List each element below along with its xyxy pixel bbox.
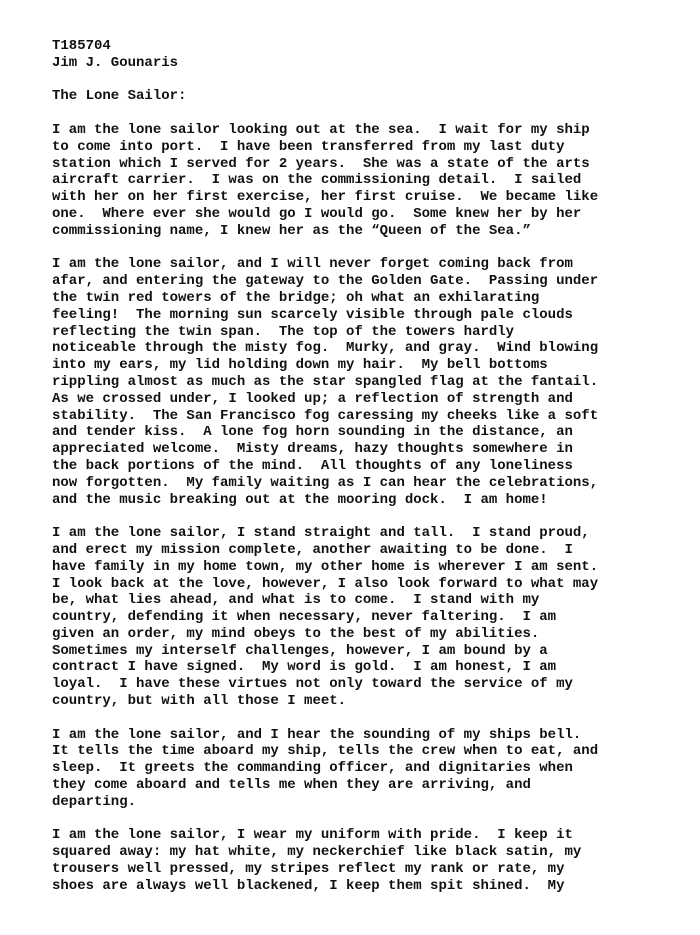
- text-line: rippling almost as much as the star spangled flag at the fantail.: [52, 373, 599, 390]
- paragraph-3: [52, 525, 692, 710]
- text-line: As we crossed under, I looked up; a reflection of strength and: [52, 390, 573, 407]
- document-title: The Lone Sailor:: [52, 88, 187, 105]
- paragraph-4: [52, 727, 692, 811]
- text-line: feeling! The morning sun scarcely visible through pale clouds: [52, 306, 573, 323]
- text-line: contract I have signed. My word is gold. I am honest, I am: [52, 659, 557, 676]
- text-line: and erect my mission complete, another awaiting to be done. I: [52, 541, 573, 558]
- paragraph-5: [52, 827, 692, 894]
- text-line: have family in my home town, my other home is wherever I am sent.: [52, 558, 599, 575]
- text-line: with her on her first exercise, her first cruise. We became like: [52, 189, 599, 206]
- text-line: country, defending it when necessary, never faltering. I am: [52, 609, 557, 626]
- text-line: It tells the time aboard my ship, tells the crew when to eat, and: [52, 743, 599, 760]
- text-line: aircraft carrier. I was on the commissioning detail. I sailed: [52, 172, 582, 189]
- paragraph-1: [52, 122, 692, 240]
- text-line: loyal. I have these virtues not only toward the service of my: [52, 676, 573, 693]
- text-line: I am the lone sailor, I stand straight and tall. I stand proud,: [52, 525, 590, 542]
- document-id: T185704: [52, 38, 111, 54]
- text-line: into my ears, my lid holding down my hair. My bell bottoms: [52, 357, 548, 374]
- text-line: station which I served for 2 years. She was a state of the arts: [52, 155, 590, 172]
- text-line: reflecting the twin span. The top of the towers hardly: [52, 323, 515, 340]
- text-line: I am the lone sailor, I wear my uniform with pride. I keep it: [52, 827, 573, 844]
- text-line: and the music breaking out at the mooring dock. I am home!: [52, 491, 548, 508]
- text-line: now forgotten. My family waiting as I can hear the celebrations,: [52, 474, 599, 491]
- text-line: appreciated welcome. Misty dreams, hazy thoughts somewhere in: [52, 441, 573, 458]
- text-line: and tender kiss. A lone fog horn sounding in the distance, an: [52, 424, 573, 441]
- author-name: Jim J. Gounaris: [52, 54, 179, 71]
- text-line: commissioning name, I knew her as the “Queen of the Sea.”: [52, 222, 531, 239]
- text-line: I look back at the love, however, I also look forward to what may: [52, 575, 599, 592]
- document-page: [52, 38, 692, 911]
- text-line: stability. The San Francisco fog caressing my cheeks like a soft: [52, 407, 599, 424]
- text-line: to come into port. I have been transferred from my last duty: [52, 138, 565, 155]
- text-line: trousers well pressed, my stripes reflect my rank or rate, my: [52, 861, 565, 878]
- text-line: squared away: my hat white, my neckerchief like black satin, my: [52, 844, 582, 861]
- text-line: be, what lies ahead, and what is to come. I stand with my: [52, 592, 540, 609]
- text-line: they come aboard and tells me when they are arriving, and: [52, 777, 531, 794]
- text-line: noticeable through the misty fog. Murky, and gray. Wind blowing: [52, 340, 599, 357]
- text-line: sleep. It greets the commanding officer, and dignitaries when: [52, 760, 573, 777]
- text-line: the back portions of the mind. All thoughts of any loneliness: [52, 457, 573, 474]
- text-line: I am the lone sailor looking out at the sea. I wait for my ship: [52, 121, 590, 138]
- text-line: departing.: [52, 793, 137, 810]
- text-line: shoes are always well blackened, I keep them spit shined. My: [52, 877, 565, 894]
- text-line: country, but with all those I meet.: [52, 693, 347, 710]
- text-line: one. Where ever she would go I would go. Some knew her by her: [52, 205, 582, 222]
- text-line: afar, and entering the gateway to the Golden Gate. Passing under: [52, 273, 599, 290]
- text-line: Sometimes my interself challenges, however, I am bound by a: [52, 642, 548, 659]
- paragraph-2: [52, 256, 692, 508]
- text-line: the twin red towers of the bridge; oh what an exhilarating: [52, 289, 540, 306]
- text-line: I am the lone sailor, and I hear the sounding of my ships bell.: [52, 726, 582, 743]
- text-line: given an order, my mind obeys to the best of my abilities.: [52, 625, 540, 642]
- text-line: I am the lone sailor, and I will never forget coming back from: [52, 256, 573, 273]
